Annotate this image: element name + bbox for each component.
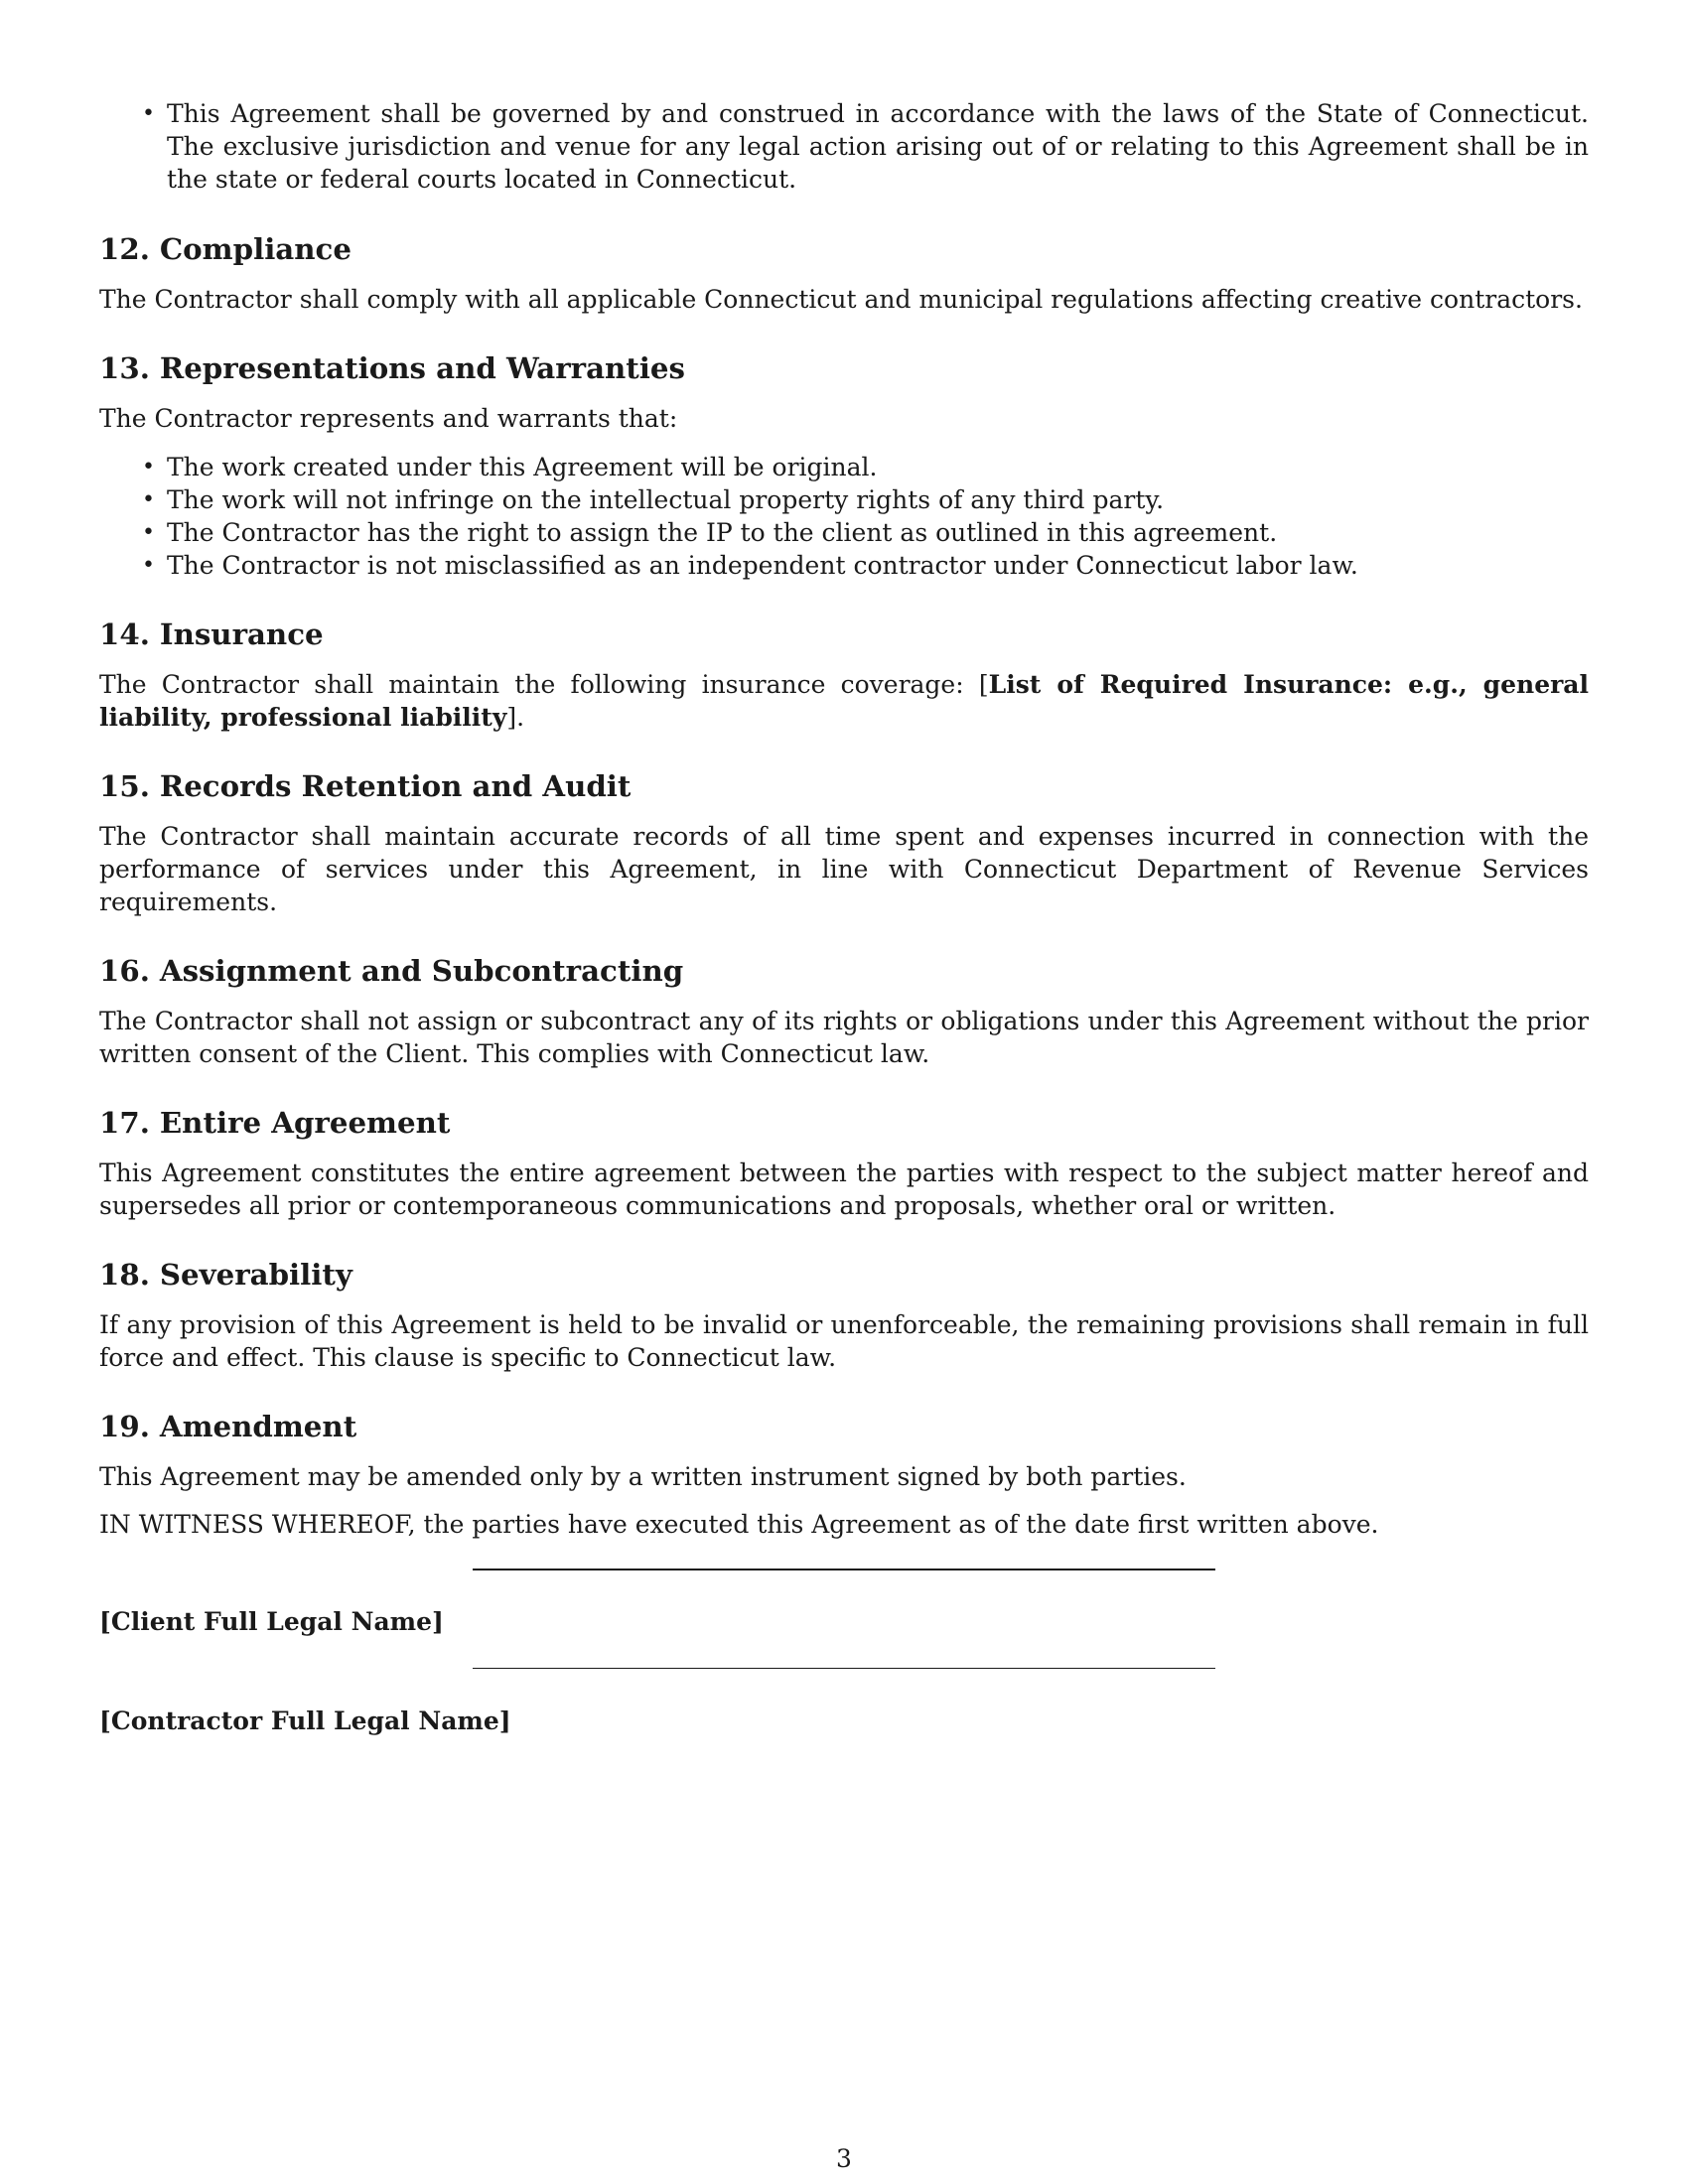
section-body-assignment: The Contractor shall not assign or subcontract any of its rights or obligations under this Agreement without the prior written consent of the Client. This complies with Connecticut law.: [99, 1007, 1589, 1068]
section-body-severability: If any provision of this Agreement is held to be invalid or unenforceable, the remaining provisions shall remain in full force and effect. This clause is specific to Connecticut law.: [99, 1310, 1589, 1372]
list-item: • The work created under this Agreement will be original.: [167, 451, 1589, 483]
contractor-name-label: [Contractor Full Legal Name]: [99, 1706, 511, 1735]
insurance-placeholder: List of Required Insurance: e.g., general liability, professional liability: [99, 670, 1589, 732]
section-heading-assignment: 16. Assignment and Subcontracting: [99, 954, 684, 988]
contractor-signature-line: [473, 1668, 1215, 1669]
signature-block: [99, 1563, 1589, 1776]
section-heading-severability: 18. Severability: [99, 1258, 352, 1292]
client-signature-line: [473, 1569, 1215, 1570]
section-body-records: The Contractor shall maintain accurate records of all time spent and expenses incurred in connection with the performance of services under this Agreement, in line with Connecticut Department of Revenue Services requirements.: [99, 822, 1589, 916]
warranties-list: [99, 451, 1589, 582]
section-intro-representations: The Contractor represents and warrants that:: [99, 404, 678, 433]
page-number: 3: [836, 2144, 852, 2173]
section-body-insurance: The Contractor shall maintain the following insurance coverage: [List of Required Insurance: e.g., general liability, professional liability].: [99, 670, 1589, 732]
section-body-compliance: The Contractor shall comply with all applicable Connecticut and municipal regulations affecting creative contractors.: [99, 285, 1583, 314]
carryover-bullet-list: [99, 97, 1589, 196]
section-heading-representations: 13. Representations and Warranties: [99, 351, 685, 385]
section-heading-amendment: 19. Amendment: [99, 1410, 357, 1443]
document-page: [99, 97, 1589, 1776]
witness-statement: IN WITNESS WHEREOF, the parties have executed this Agreement as of the date first written above.: [99, 1510, 1379, 1539]
section-heading-records: 15. Records Retention and Audit: [99, 769, 632, 803]
section-heading-entire-agreement: 17. Entire Agreement: [99, 1106, 451, 1140]
list-item: • The work will not infringe on the intellectual property rights of any third party.: [167, 483, 1589, 516]
client-name-label: [Client Full Legal Name]: [99, 1607, 444, 1636]
list-item: • The Contractor is not misclassified as an independent contractor under Connecticut labor law.: [167, 549, 1589, 582]
section-heading-compliance: 12. Compliance: [99, 232, 352, 266]
list-item: • The Contractor has the right to assign the IP to the client as outlined in this agreement.: [167, 516, 1589, 549]
list-item: • This Agreement shall be governed by and construed in accordance with the laws of the State of Connecticut. The exclusive jurisdiction and venue for any legal action arising out of or relating to this Agreement shall be in the state or federal courts located in Connecticut.: [167, 97, 1589, 196]
section-body-amendment: This Agreement may be amended only by a written instrument signed by both parties.: [99, 1462, 1187, 1491]
section-heading-insurance: 14. Insurance: [99, 617, 324, 651]
section-body-entire-agreement: This Agreement constitutes the entire agreement between the parties with respect to the subject matter hereof and supersedes all prior or contemporaneous communications and proposals, whether oral or written.: [99, 1159, 1589, 1220]
